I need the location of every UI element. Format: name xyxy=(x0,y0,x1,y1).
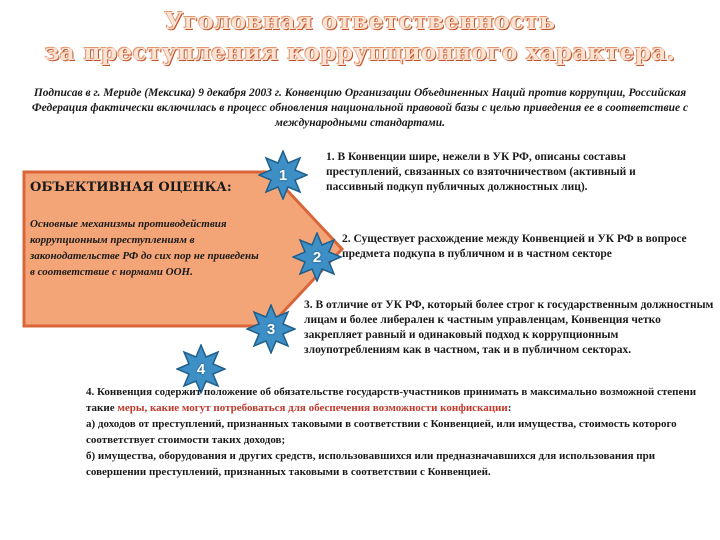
title-line-2: за преступления коррупционного характера. xyxy=(44,39,676,66)
star-number-1: 1 xyxy=(278,166,288,184)
intro-paragraph: Подписав в г. Мериде (Мексика) 9 декабря 2003 г. Конвенцию Организации Объединенных Наций против коррупции, Российская Федерация фактически включилась в процесс обновления национальной правовой базы с целью приведения ее в соответствие с международными стандартами. xyxy=(31,87,689,129)
star-number-3: 3 xyxy=(266,320,276,338)
title-line-1: Уголовная ответственность xyxy=(164,8,556,35)
point-4-colon: : xyxy=(507,402,512,414)
point-4-intro: 4. Конвенция содержит положение об обязательстве государств-участников принимать в максимально возможной степени такие xyxy=(86,386,697,414)
page-title xyxy=(0,6,720,68)
point-4-highlight: меры, какие могут потребоваться для обеспечения возможности конфискации xyxy=(117,402,508,414)
assessment-heading: ОБЪЕКТИВНАЯ ОЦЕНКА: xyxy=(30,180,232,195)
star-badge-2-icon xyxy=(292,232,342,282)
star-badge-3-icon xyxy=(246,304,296,354)
point-4-item-a: а) доходов от преступлений, признанных таковыми в соответствии с Конвенцией, или имущества, стоимость которого соответствует стоимости таких доходов; xyxy=(86,418,677,446)
star-badge-1-icon xyxy=(258,150,308,200)
star-number-4: 4 xyxy=(196,360,206,378)
point-4 xyxy=(86,384,706,480)
point-2: 2. Существует расхождение между Конвенцией и УК РФ в вопросе предмета подкупа в публичном и в частном секторе xyxy=(342,233,687,260)
point-4-item-b: б) имущества, оборудования и других средств, использовавшихся или предназначавшихся для использования при совершении преступлений, признанных таковыми в соответствии с Конвенцией. xyxy=(86,450,656,478)
point-3: 3. В отличие от УК РФ, который более строг к государственным должностным лицам и более либерален к частным управленцам, Конвенция четко закрепляет равный и одинаковый подход к коррупционным злоупотреблениям как в частном, так и в публичном секторах. xyxy=(304,299,714,356)
assessment-text: Основные механизмы противодействия коррупционным преступлениям в законодательстве РФ до сих пор не приведены в соответствие с нормами ООН. xyxy=(30,218,259,278)
point-1: 1. В Конвенции шире, нежели в УК РФ, описаны составы преступлений, связанных со взяточничеством (активный и пассивный подкуп публичных должностных лиц). xyxy=(326,151,636,193)
star-number-2: 2 xyxy=(312,248,322,266)
